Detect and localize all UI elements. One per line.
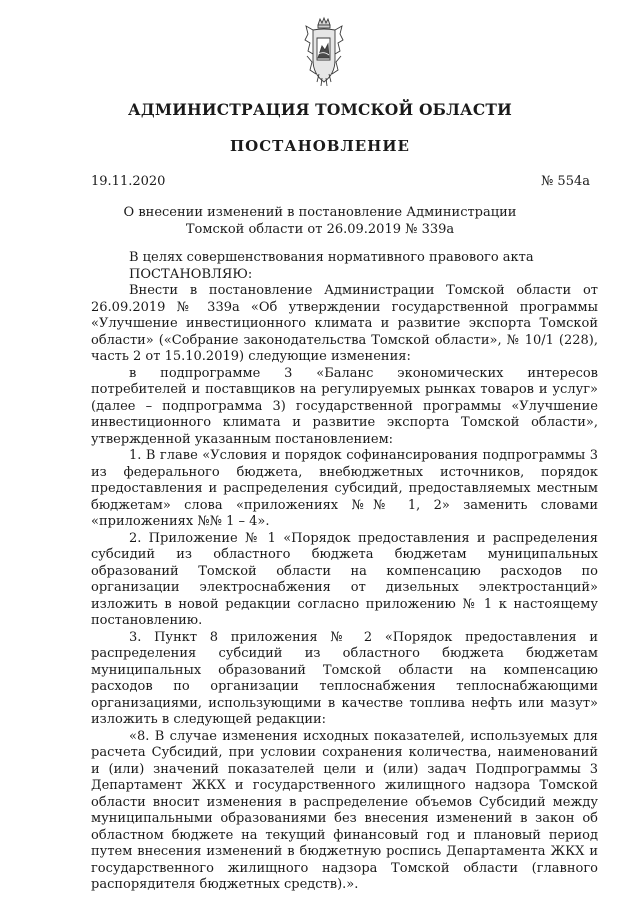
- intro-paragraph: Внести в постановление Администрации Томской области от 26.09.2019 № 339а «Об утверждении государственной программы «Улучшение инвестиционного климата и развитие экспорта Томской области» («Собрание законодательства Томской области», № 10/1 (228), часть 2 от 15.10.2019) следующие изменения:: [91, 283, 598, 364]
- resolve-heading: ПОСТАНОВЛЯЮ:: [129, 266, 253, 282]
- subject-line: Томской области от 26.09.2019 № 339а: [185, 221, 455, 237]
- document-date: 19.11.2020: [91, 174, 166, 189]
- subject-line: О внесении изменений в постановление Администрации: [123, 205, 517, 220]
- organization-title: АДМИНИСТРАЦИЯ ТОМСКОЙ ОБЛАСТИ: [128, 100, 512, 119]
- change-paragraph: в подпрограмме 3 «Баланс экономических интересов потребителей и поставщиков на регулируемых рынках товаров и услуг» (далее – подпрограмма 3) государственной программы «Улучшение инвестиционного климата и развитие экспорта Томской области», утвержденной указанным постановлением:: [91, 365, 598, 447]
- item-1-paragraph: 1. В главе «Условия и порядок софинансирования подпрограммы 3 из федерального бюджета, внебюджетных источников, порядок предоставления и распределения субсидий, предоставляемых местным бюджетам» слова «приложениях №№ 1, 2» заменить словами «приложениях №№ 1 – 4».: [91, 448, 598, 529]
- purpose-paragraph: В целях совершенствования нормативного правового акта: [129, 250, 534, 265]
- item-2-paragraph: 2. Приложение № 1 «Порядок предоставления и распределения субсидий из областного бюджета бюджетам муниципальных образований Томской области на компенсацию расходов по организации электроснабжения от дизельных электростанций» изложить в новой редакции согласно приложению № 1 к настоящему постановлению.: [91, 530, 598, 628]
- document-type: ПОСТАНОВЛЕНИЕ: [230, 137, 410, 155]
- document-number: № 554а: [541, 174, 590, 189]
- document-body: [91, 250, 598, 894]
- item-3-text-paragraph: «8. В случае изменения исходных показателей, используемых для расчета Субсидий, при условии сохранения количества, наименований и (или) значений показателей цели и (или) задач Подпрограммы 3 Департамент ЖКХ и государственного жилищного надзора Томской области вносит изменения в распределение объемов Субсидий между муниципальными образованиями без внесения изменений в закон об областном бюджете на текущий финансовый год и плановый период путем внесения изменений в бюджетную роспись Департамента ЖКХ и государственного жилищного надзора Томской области (главного распорядителя бюджетных средств).».: [91, 728, 598, 892]
- coat-of-arms-icon: [304, 16, 344, 88]
- document-subject: [0, 205, 640, 238]
- item-3-paragraph: 3. Пункт 8 приложения № 2 «Порядок предоставления и распределения субсидий из областного бюджета бюджетам муниципальных образований Томской области на компенсацию расходов по организации теплоснабжения теплоснабжающими организациями, использующими в качестве топлива нефть или мазут» изложить в следующей редакции:: [91, 629, 598, 727]
